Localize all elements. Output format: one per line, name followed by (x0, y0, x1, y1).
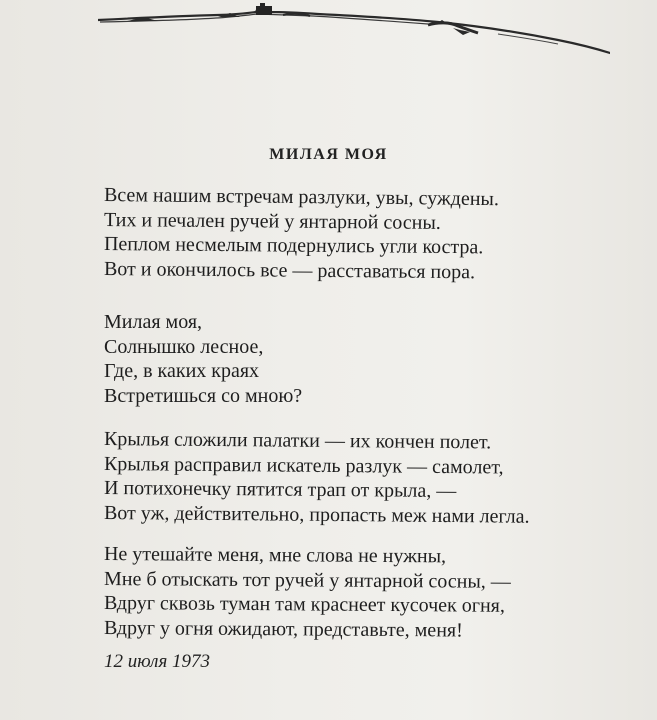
poem-line: Вдруг сквозь туман там краснеет кусочек огня, (103, 592, 506, 617)
stanza-3 (103, 427, 634, 528)
poem-date: 12 июля 1973 (104, 651, 211, 672)
poem-title: МИЛАЯ МОЯ (269, 146, 388, 163)
poem-line: Встретишься со мною? (104, 384, 303, 407)
stanza-4 (104, 542, 634, 640)
poem-line: Вот и окончилось все — расставаться пора. (103, 257, 476, 283)
poem-line: Мне б отыскать тот ручей у янтарной сосны, — (103, 567, 511, 593)
poem-line: Не утешайте меня, мне слова не нужны, (103, 543, 447, 568)
poem-line: Вдруг у огня ожидают, представьте, меня! (103, 616, 463, 642)
poem-line: Пеплом несмелым подернулись угли костра. (103, 233, 484, 259)
poem-line: Тих и печален ручей у янтарной сосны. (103, 208, 441, 234)
poem-line: Солнышко лесное, (104, 335, 264, 358)
landscape-horizon-icon (98, 2, 610, 58)
stanza-2-refrain (104, 310, 634, 408)
stanza-1 (104, 183, 634, 281)
poem-line: Милая моя, (104, 311, 203, 333)
poem-line: Всем нашим встречам разлуки, увы, суждены. (103, 184, 500, 211)
poem-line: Где, в каких краях (104, 360, 260, 382)
poem-line: И потихонечку пятится трап от крыла, — (103, 477, 457, 503)
poem-line: Вот уж, действительно, пропасть меж нами легла. (103, 501, 530, 528)
poem-line: Крылья расправил искатель разлук — самолет, (103, 452, 504, 478)
poem-line: Крылья сложили палатки — их кончен полет. (103, 428, 492, 454)
